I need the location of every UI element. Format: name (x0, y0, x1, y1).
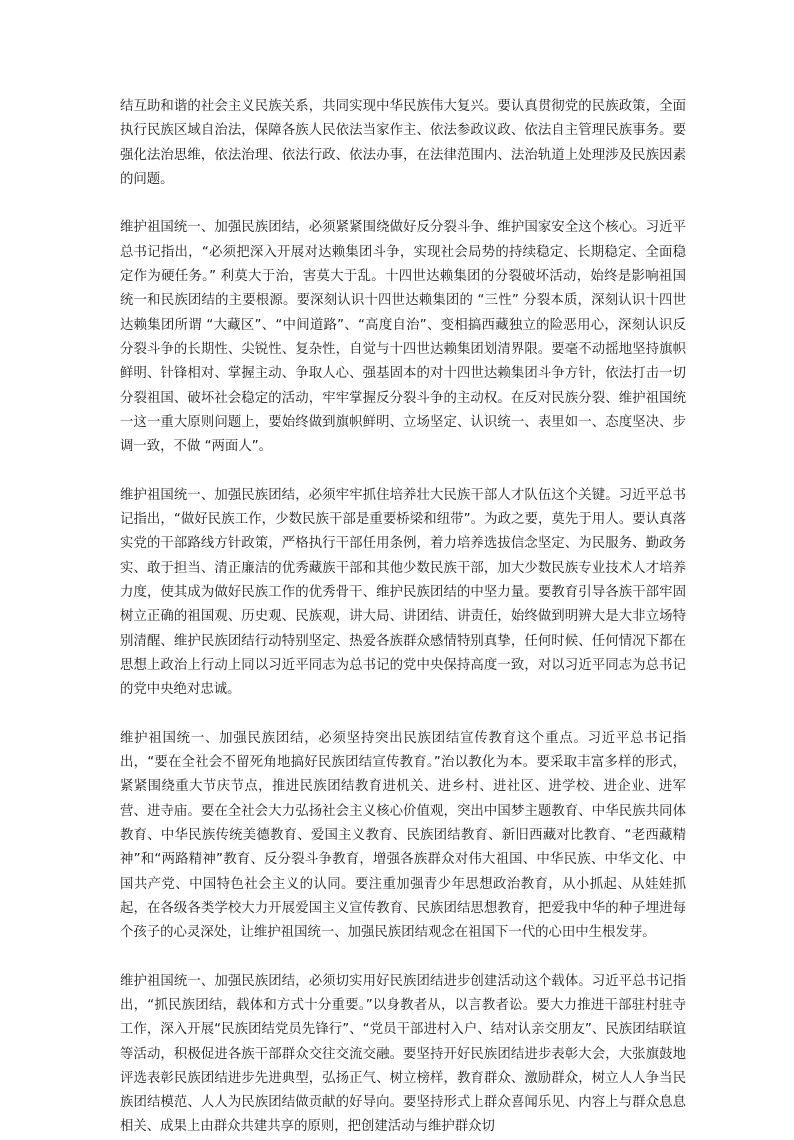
paragraph: 维护祖国统一、加强民族团结，必须切实用好民族团结进步创建活动这个载体。习近平总书记指出，“抓民族团结，载体和方式十分重要。”以身教者从，以言教者讼。要大力推进干部驻村驻寺工作，深入开展“民族团结党员先锋行”、“党员干部进村入户、结对认亲交朋友”、民族团结联谊等活动，积极促进各族干部群众交往交流交融。要坚持开好民族团结进步表彰大会，大张旗鼓地评选表彰民族团结进步先进典型，弘扬正气、树立榜样，教育群众、激励群众，树立人人争当民族团结模范、人人为民族团结做贡献的好导向。要坚持形式上群众喜闻乐见、内容上与群众息息相关、成果上由群众共建共享的原则，把创建活动与维护群众切 (120, 973, 686, 1135)
paragraph: 维护祖国统一、加强民族团结，必须紧紧围绕做好反分裂斗争、维护国家安全这个核心。习近平总书记指出，“必须把深入开展对达赖集团斗争，实现社会局势的持续稳定、长期稳定、全面稳定作为硬任务。” 利莫大于治，害莫大于乱。十四世达赖集团的分裂破坏活动，始终是影响祖国统一和民族团结的主要根源。要深刻认识十四世达赖集团的 “三性” 分裂本质，深刻认识十四世达赖集团所谓 “大藏区”、“中间道路”、“高度自治”、变相搞西藏独立的险恶用心，深刻认识反分裂斗争的长期性、尖锐性、复杂性，自觉与十四世达赖集团划清界限。要毫不动摇地坚持旗帜鲜明、针锋相对、掌握主动、争取人心、强基固本的对十四世达赖集团斗争方针，依法打击一切分裂祖国、破坏社会稳定的活动，牢牢掌握反分裂斗争的主动权。在反对民族分裂、维护祖国统一这一重大原则问题上，要始终做到旗帜鲜明、立场坚定、认识统一、表里如一、态度坚决、步调一致，不做 “两面人”。 (120, 220, 686, 455)
document-body (120, 95, 686, 1140)
paragraph: 维护祖国统一、加强民族团结，必须坚持突出民族团结宣传教育这个重点。习近平总书记指出，“要在全社会不留死角地搞好民族团结宣传教育。”治以教化为本。要采取丰富多样的形式，紧紧围绕重大节庆节点，推进民族团结教育进机关、进乡村、进社区、进学校、进企业、进军营、进寺庙。要在全社会大力弘扬社会主义核心价值观，突出中国梦主题教育、中华民族共同体教育、中华民族传统美德教育、爱国主义教育、民族团结教育、新旧西藏对比教育、“老西藏精神”和“两路精神”教育、反分裂斗争教育，增强各族群众对伟大祖国、中华民族、中华文化、中国共产党、中国特色社会主义的认同。要注重加强青少年思想政治教育，从小抓起、从娃娃抓起，在各级各类学校大力开展爱国主义宣传教育、民族团结思想教育，把爱我中华的种子埋进每个孩子的心灵深处，让维护祖国统一、加强民族团结观念在祖国下一代的心田中生根发芽。 (120, 730, 686, 941)
paragraph: 维护祖国统一、加强民族团结，必须牢牢抓住培养壮大民族干部人才队伍这个关键。习近平总书记指出，“做好民族工作，少数民族干部是重要桥梁和纽带”。为政之要，莫先于用人。要认真落实党的干部路线方针政策，严格执行干部任用条例，着力培养选拔信念坚定、为民服务、勤政务实、敢于担当、清正廉洁的优秀藏族干部和其他少数民族干部，加大少数民族专业技术人才培养力度，使其成为做好民族工作的优秀骨干、维护民族团结的中坚力量。要教育引导各族干部牢固树立正确的祖国观、历史观、民族观，讲大局、讲团结、讲责任，始终做到明辨大是大非立场特别清醒、维护民族团结行动特别坚定、热爱各族群众感情特别真挚，任何时候、任何情况下都在思想上政治上行动上同以习近平同志为总书记的党中央保持高度一致，对以习近平同志为总书记的党中央绝对忠诚。 (120, 487, 686, 698)
paragraph: 结互助和谐的社会主义民族关系，共同实现中华民族伟大复兴。要认真贯彻党的民族政策，全面执行民族区域自治法，保障各族人民依法当家作主、依法参政议政、依法自主管理民族事务。要强化法治思维，依法治理、依法行政、依法办事，在法律范围内、法治轨道上处理涉及民族因素的问题。 (120, 99, 686, 187)
